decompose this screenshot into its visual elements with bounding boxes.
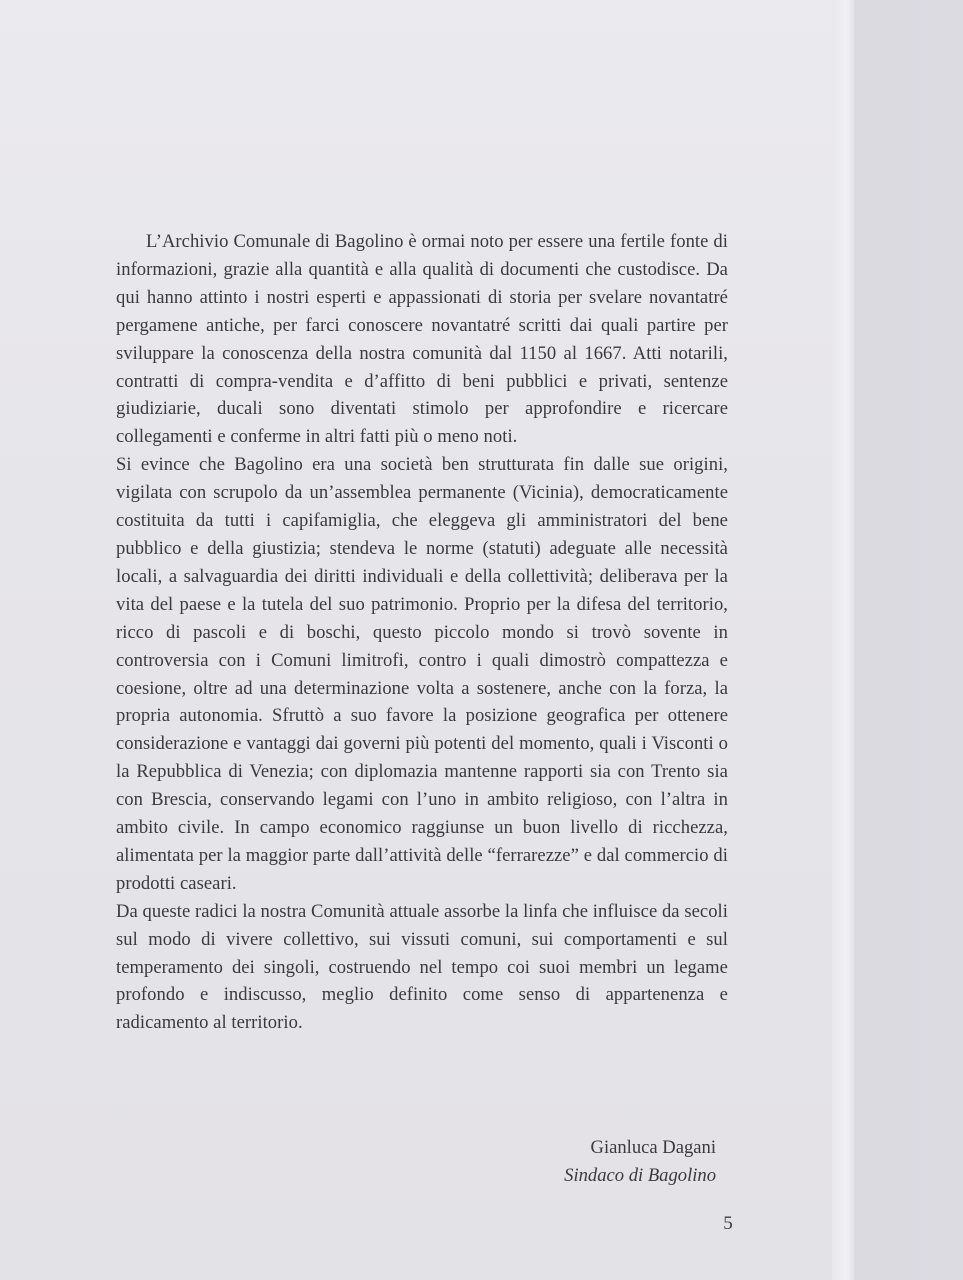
- paragraph-history: Si evince che Bagolino era una società ben strutturata fin dalle sue origini, vigilata con scrupolo da un’assemblea permanente (Vicinia), democraticamente costituita da tutti i capifamiglia, che eleggeva gli amministratori del bene pubblico e della giustizia; stendeva le norme (statuti) adeguate alle necessità locali, a salvaguardia dei diritti individuali e della collettività; deliberava per la vita del paese e la tutela del suo patrimonio. Proprio per la difesa del territorio, ricco di pascoli e di boschi, questo piccolo mondo si trovò sovente in controversia con i Comuni limitrofi, contro i quali dimostrò compattezza e coesione, oltre ad una determinazione volta a sostenere, anche con la forza, la propria autonomia. Sfruttò a suo favore la posizione geografica per ottenere considerazione e vantaggi dai governi più potenti del momento, quali i Visconti o la Repubblica di Venezia; con diplomazia mantenne rapporti sia con Trento sia con Brescia, conservando legami con l’uno in ambito religioso, con l’altra in ambito civile. In campo economico raggiunse un buon livello di ricchezza, alimentata per la maggior parte dall’attività delle “ferrarezze” e dal commercio di prodotti caseari.: [116, 454, 728, 894]
- signature-role: Sindaco di Bagolino: [564, 1165, 716, 1186]
- paragraph-conclusion: Da queste radici la nostra Comunità attuale assorbe la linfa che influisce da secoli sul modo di vivere collettivo, sui vissuti comuni, sui comportamenti e sul temperamento dei singoli, costruendo nel tempo coi suoi membri un legame profondo e indiscusso, meglio definito come senso di appartenenza e radicamento al territorio.: [116, 900, 728, 1034]
- paragraph-intro: L’Archivio Comunale di Bagolino è ormai noto per essere una fertile fonte di informazioni, grazie alla quantità e alla qualità di documenti che custodisce. Da qui hanno attinto i nostri esperti e appassionati di storia per svelare novantatré pergamene antiche, per farci conoscere novantatré scritti dai quali partire per sviluppare la conoscenza della nostra comunità dal 1150 al 1667. Atti notarili, contratti di compra-vendita e d’affitto di beni pubblici e privati, sentenze giudiziarie, ducali sono diventati stimolo per approfondire e ricercare collegamenti e conferme in altri fatti più o meno noti.: [116, 231, 728, 448]
- body-text: [116, 228, 728, 1037]
- page-number: 5: [723, 1213, 733, 1234]
- signature-name: Gianluca Dagani: [590, 1137, 716, 1158]
- page-edge: [832, 0, 854, 1280]
